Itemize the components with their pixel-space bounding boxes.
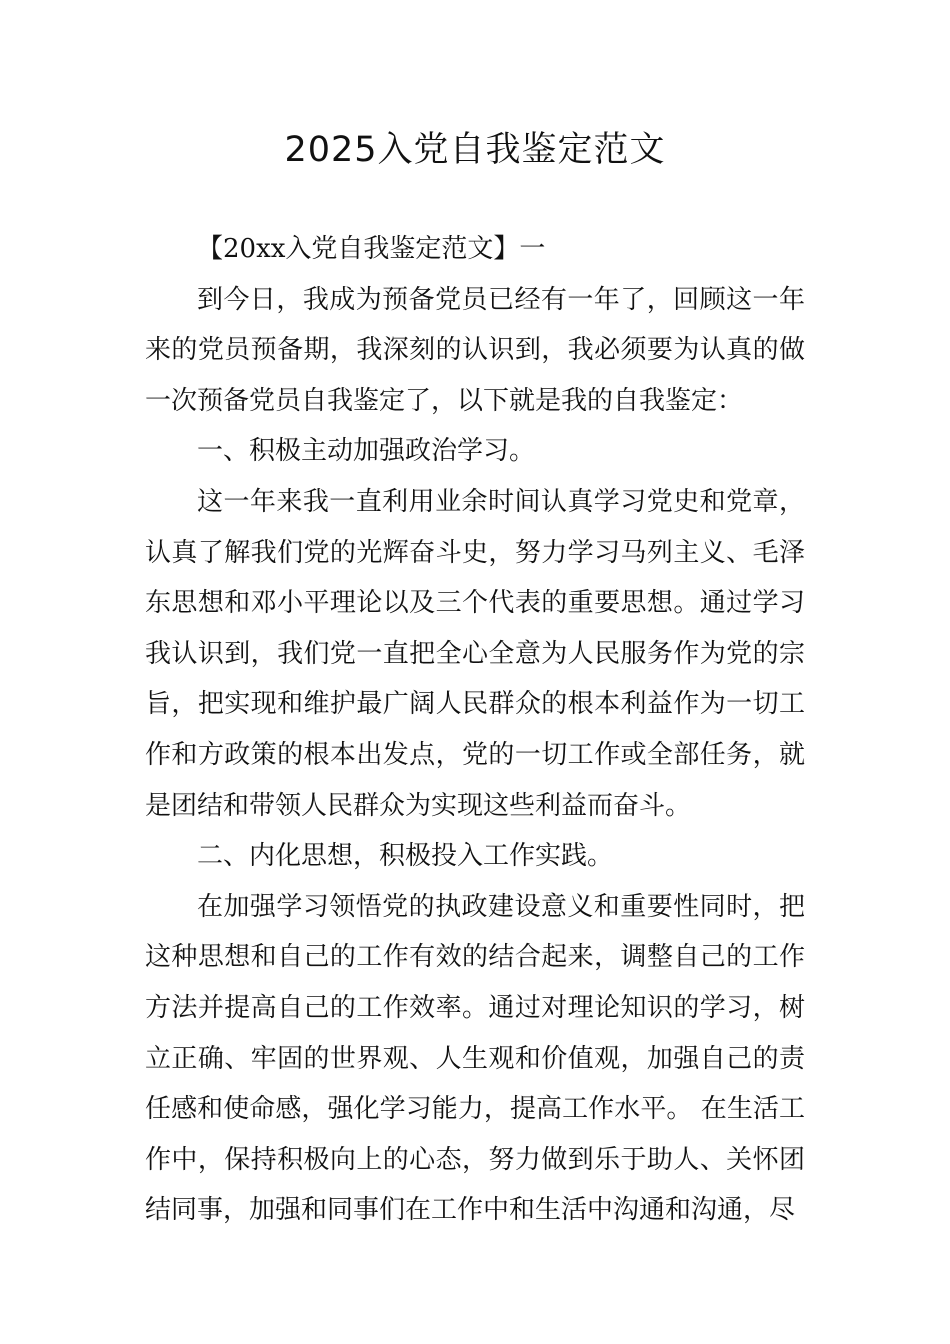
paragraph-practice: 在加强学习领悟党的执政建设意义和重要性同时，把这种思想和自己的工作有效的结合起来，调整自己的工作方法并提高自己的工作效率。通过对理论知识的学习，树立正确、牢固的世界观、人生观和价值观，加强自己的责任感和使命感，强化学习能力，提高工作水平。 在生活工作中，保持积极向上的心态，努力做到乐于助人、关怀团结同事，加强和同事们在工作中和生活中沟通和沟通，尽 bbox=[145, 891, 805, 1226]
section-heading-two: 二、内化思想，积极投入工作实践。 bbox=[197, 841, 614, 872]
document-body bbox=[145, 224, 805, 1236]
paragraph-opening: 到今日，我成为预备党员已经有一年了，回顾这一年来的党员预备期，我深刻的认识到，我必须要为认真的做一次预备党员自我鉴定了，以下就是我的自我鉴定： bbox=[145, 284, 805, 416]
document-title: 2025入党自我鉴定范文 bbox=[284, 130, 666, 170]
paragraph-study: 这一年来我一直利用业余时间认真学习党史和党章，认真了解我们党的光辉奋斗史，努力学习马列主义、毛泽东思想和邓小平理论以及三个代表的重要思想。通过学习我认识到，我们党一直把全心全意为人民服务作为党的宗旨，把实现和维护最广阔人民群众的根本利益作为一切工作和方政策的根本出发点，党的一切工作或全部任务，就是团结和带领人民群众为实现这些利益而奋斗。 bbox=[145, 486, 805, 821]
section-heading-one: 一、积极主动加强政治学习。 bbox=[197, 436, 536, 467]
section-heading-intro: 【20xx入党自我鉴定范文】一 bbox=[197, 234, 546, 264]
